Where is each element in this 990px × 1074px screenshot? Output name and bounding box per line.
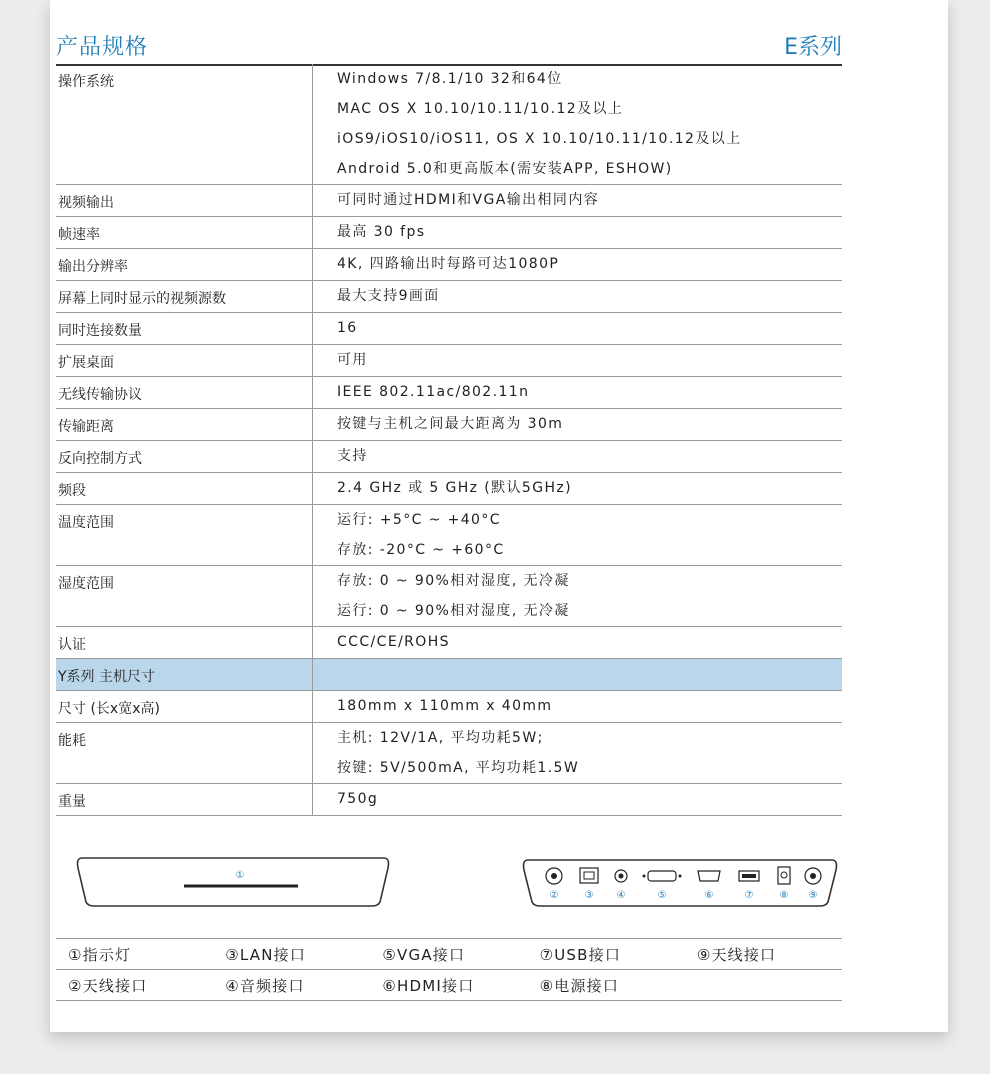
page-title: 产品规格 — [56, 35, 149, 60]
spec-row — [56, 784, 842, 816]
spec-key: 帧速率 — [56, 217, 313, 249]
spec-value — [313, 441, 843, 473]
spec-value — [313, 217, 843, 249]
spec-value — [313, 473, 843, 505]
back-callout: ⑤ — [657, 890, 667, 901]
spec-table — [56, 64, 842, 816]
spec-value-line: iOS9/iOS10/iOS11, OS X 10.10/10.11/10.12及以上 — [337, 131, 742, 147]
spec-value — [313, 691, 843, 723]
spec-key: 传输距离 — [56, 409, 313, 441]
back-callout: ④ — [616, 890, 626, 901]
back-callout: ⑥ — [704, 890, 714, 901]
spec-row — [56, 505, 842, 566]
back-callout: ⑨ — [808, 890, 818, 901]
spec-row — [56, 409, 842, 441]
legend-item: ⑥HDMI接口 — [382, 976, 475, 995]
spec-row — [56, 659, 842, 691]
spec-value — [313, 281, 843, 313]
spec-row — [56, 64, 842, 185]
spec-value-line: 按键: 5V/500mA, 平均功耗1.5W — [337, 760, 580, 776]
legend-item: ⑨天线接口 — [696, 945, 777, 964]
back-callout: ③ — [584, 890, 594, 901]
spec-value-line: 存放: 0 ~ 90%相对湿度, 无冷凝 — [337, 573, 570, 589]
spec-key: 屏幕上同时显示的视频源数 — [56, 281, 313, 313]
back-callout: ⑧ — [779, 890, 789, 901]
spec-key: 输出分辨率 — [56, 249, 313, 281]
spec-value — [313, 313, 843, 345]
spec-value — [313, 505, 843, 566]
spec-value-line: Android 5.0和更高版本(需安装APP, ESHOW) — [337, 161, 673, 177]
spec-key: 重量 — [56, 784, 313, 816]
spec-value-line: 可用 — [337, 352, 368, 368]
legend-item: ⑤VGA接口 — [382, 945, 466, 964]
spec-value — [313, 377, 843, 409]
spec-value-line: 最大支持9画面 — [337, 288, 440, 304]
spec-value-line: 存放: -20°C ~ +60°C — [337, 542, 505, 558]
spec-value-line: 运行: 0 ~ 90%相对湿度, 无冷凝 — [337, 603, 570, 619]
spec-row — [56, 723, 842, 784]
series-label: E系列 — [784, 35, 842, 60]
spec-header — [56, 28, 842, 66]
spec-value — [313, 64, 843, 185]
legend-item: ①指示灯 — [68, 945, 132, 964]
back-callout: ② — [549, 890, 559, 901]
spec-value — [313, 409, 843, 441]
spec-key: 能耗 — [56, 723, 313, 784]
spec-key: 无线传输协议 — [56, 377, 313, 409]
spec-key: 认证 — [56, 627, 313, 659]
spec-row — [56, 281, 842, 313]
port-legend — [56, 938, 842, 1001]
spec-value — [313, 723, 843, 784]
spec-value-line: 运行: +5°C ~ +40°C — [337, 512, 501, 528]
spec-key: 频段 — [56, 473, 313, 505]
spec-value-line: 180mm x 110mm x 40mm — [337, 698, 553, 714]
spec-key: Y系列 主机尺寸 — [56, 659, 313, 691]
spec-value-line: CCC/CE/ROHS — [337, 634, 450, 650]
back-panel — [524, 860, 837, 906]
spec-row — [56, 217, 842, 249]
spec-row — [56, 691, 842, 723]
back-callout: ⑦ — [744, 890, 754, 901]
spec-value-line: 750g — [337, 791, 379, 807]
front-callout: ① — [235, 870, 245, 881]
spec-row — [56, 313, 842, 345]
device-diagram — [56, 850, 842, 930]
spec-value — [313, 627, 843, 659]
spec-value-line: 最高 30 fps — [337, 224, 426, 240]
spec-value-line: 主机: 12V/1A, 平均功耗5W; — [337, 730, 544, 746]
spec-value-line: 2.4 GHz 或 5 GHz (默认5GHz) — [337, 480, 573, 496]
spec-value — [313, 784, 843, 816]
spec-key: 尺寸 (长x宽x高) — [56, 691, 313, 723]
spec-value-line: Windows 7/8.1/10 32和64位 — [337, 71, 563, 87]
legend-item: ⑧电源接口 — [539, 976, 620, 995]
legend-row — [56, 970, 842, 1001]
spec-value-line — [337, 659, 842, 689]
spec-row — [56, 566, 842, 627]
spec-key: 湿度范围 — [56, 566, 313, 627]
spec-value — [313, 659, 843, 691]
legend-item: ④音频接口 — [225, 976, 305, 995]
spec-value-line: 可同时通过HDMI和VGA输出相同内容 — [337, 192, 600, 208]
spec-value-line: IEEE 802.11ac/802.11n — [337, 384, 530, 400]
spec-row — [56, 627, 842, 659]
spec-row — [56, 377, 842, 409]
spec-row — [56, 345, 842, 377]
front-panel — [78, 858, 389, 906]
spec-value-line: 支持 — [337, 448, 368, 464]
spec-value-line: MAC OS X 10.10/10.11/10.12及以上 — [337, 101, 624, 117]
spec-key: 视频输出 — [56, 185, 313, 217]
spec-value-line: 16 — [337, 320, 358, 336]
legend-item: ②天线接口 — [68, 976, 148, 995]
spec-row — [56, 441, 842, 473]
spec-row — [56, 473, 842, 505]
spec-row — [56, 185, 842, 217]
spec-key: 操作系统 — [56, 64, 313, 185]
spec-value-line: 4K, 四路输出时每路可达1080P — [337, 256, 560, 272]
legend-item: ⑦USB接口 — [539, 945, 622, 964]
legend-row — [56, 939, 842, 970]
spec-value — [313, 566, 843, 627]
legend-item: ③LAN接口 — [225, 945, 307, 964]
spec-value — [313, 345, 843, 377]
spec-value — [313, 249, 843, 281]
spec-key: 反向控制方式 — [56, 441, 313, 473]
spec-key: 温度范围 — [56, 505, 313, 566]
spec-value-line: 按键与主机之间最大距离为 30m — [337, 416, 564, 432]
spec-value — [313, 185, 843, 217]
spec-key: 同时连接数量 — [56, 313, 313, 345]
spec-row — [56, 249, 842, 281]
spec-key: 扩展桌面 — [56, 345, 313, 377]
